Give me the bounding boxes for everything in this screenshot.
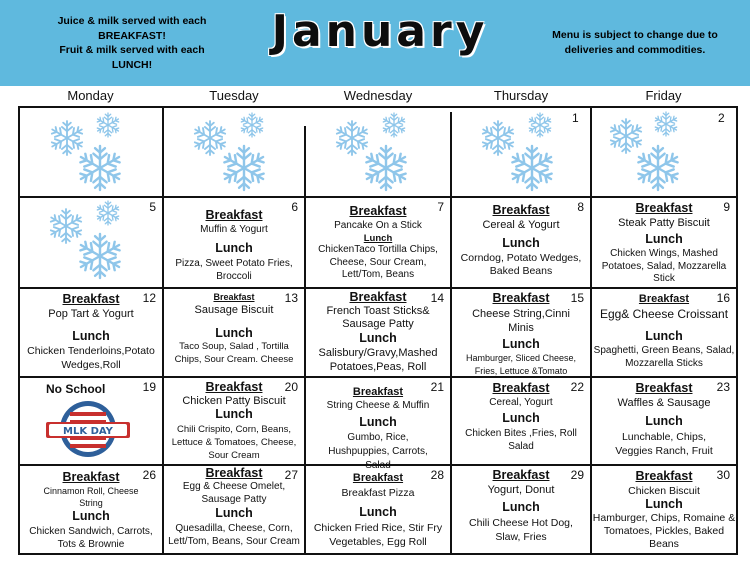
lunch-menu: ChickenTaco Tortilla Chips, Cheese, Sour Cream, Lett/Tom, Beans	[318, 244, 438, 280]
lunch-menu: Chicken Fried Rice, Stir Fry Vegetables, Egg Roll	[313, 522, 443, 548]
date-number: 6	[291, 200, 298, 214]
lunch-menu: Gumbo, Rice, Hushpuppies, Carrots, Salad	[328, 432, 428, 471]
day-cell-20	[164, 378, 304, 464]
lunch-label: Lunch	[645, 497, 683, 511]
lunch-label: Lunch	[502, 337, 540, 351]
grid-line	[736, 106, 738, 555]
breakfast-menu: Cereal, Yogurt	[489, 397, 553, 408]
lunch-label: Lunch	[645, 232, 683, 246]
date-number: 8	[577, 200, 584, 214]
breakfast-label: Breakfast	[492, 291, 550, 305]
breakfast-label: Breakfast	[349, 290, 407, 304]
lunch-label: Lunch	[359, 505, 397, 519]
lunch-menu: Chili Crispito, Corn, Beans, Lettuce & Tomatoes, Cheese, Sour Cream	[171, 424, 297, 461]
lunch-menu: Chicken Tenderloins,Potato Wedges,Roll	[27, 345, 155, 371]
breakfast-menu: Cinnamon Roll, Cheese String	[43, 486, 139, 508]
lunch-label: Lunch	[359, 415, 397, 429]
day-cell-8	[452, 198, 590, 286]
no-school-note: No School	[46, 382, 106, 396]
breakfast-menu: Steak Patty Biscuit	[618, 217, 710, 229]
breakfast-menu: Egg & Cheese Omelet, Sausage Patty	[182, 481, 286, 505]
date-number: 14	[430, 291, 444, 305]
date-number: 21	[430, 380, 444, 394]
date-number: 27	[284, 468, 298, 482]
lunch-menu: Quesadilla, Cheese, Corn, Lett/Tom, Beans, Sour Cream	[168, 523, 300, 547]
breakfast-menu: String Cheese & Muffin	[326, 400, 430, 411]
lunch-menu: Spaghetti, Green Beans, Salad, Mozzarella Sticks	[593, 345, 735, 369]
breakfast-label: Breakfast	[635, 469, 693, 483]
mlk-day-badge-icon	[40, 398, 136, 460]
day-cell-28	[306, 466, 450, 553]
lunch-menu: Taco Soup, Salad , Tortilla Chips, Sour Cream. Cheese	[174, 341, 294, 365]
lunch-menu: Chicken Sandwich, Carrots, Tots & Brownie	[29, 526, 153, 550]
lunch-menu: Hamburger, Chips, Romaine & Tomatoes, Pickles, Baked Beans	[592, 512, 736, 550]
lunch-label: Lunch	[215, 506, 253, 520]
breakfast-menu: Waffles & Sausage	[617, 397, 711, 409]
day-cell-21	[306, 378, 450, 471]
breakfast-label: Breakfast	[205, 380, 263, 394]
snowflake-icon	[20, 110, 160, 195]
breakfast-menu: Muffin & Yogurt	[200, 224, 268, 235]
header-serving-note: Juice & milk served with each BREAKFAST! Fruit & milk served with each LUNCH!	[57, 15, 207, 71]
lunch-label: Lunch	[502, 411, 540, 425]
day-cell-19	[20, 378, 162, 464]
header-band	[0, 0, 750, 86]
lunch-label: Lunch	[215, 326, 253, 340]
breakfast-label: Breakfast	[349, 204, 407, 218]
date-number: 1	[572, 111, 579, 125]
day-cell-15	[452, 289, 590, 376]
breakfast-label: Breakfast	[352, 386, 404, 398]
breakfast-menu: Chicken Patty Biscuit	[182, 395, 286, 407]
breakfast-menu: Sausage Biscuit	[194, 304, 274, 316]
date-number: 29	[570, 468, 584, 482]
snowflake-icon	[20, 198, 162, 286]
date-number: 9	[723, 200, 730, 214]
lunch-label: Lunch	[502, 500, 540, 514]
date-number: 20	[284, 380, 298, 394]
day-cell-6	[164, 198, 304, 286]
date-number: 30	[716, 468, 730, 482]
lunch-label: Lunch	[215, 241, 253, 255]
lunch-label: Lunch	[72, 329, 110, 343]
breakfast-label: Breakfast	[635, 381, 693, 395]
day-cell-26	[20, 466, 162, 553]
day-header-monday: Monday	[67, 88, 114, 103]
breakfast-menu: Pancake On a Stick	[334, 220, 422, 231]
lunch-label: Lunch	[502, 236, 540, 250]
breakfast-label: Breakfast	[213, 292, 255, 302]
mlk-badge-text: MLK DAY	[63, 426, 113, 437]
day-cell-23	[592, 378, 736, 464]
grid-line	[18, 553, 737, 555]
snowflake-icon	[452, 110, 590, 195]
breakfast-label: Breakfast	[492, 203, 550, 217]
lunch-label: Lunch	[645, 329, 683, 343]
breakfast-label: Breakfast	[492, 468, 550, 482]
day-header-thursday: Thursday	[493, 88, 549, 103]
day-cell-14	[306, 289, 450, 376]
lunch-menu: Chicken Wings, Mashed Potatoes, Salad, Mozzarella Stick	[601, 248, 727, 284]
date-number: 23	[716, 380, 730, 394]
lunch-menu: Salisbury/Gravy,Mashed Potatoes,Peas, Roll	[318, 347, 438, 373]
lunch-label: Lunch	[645, 414, 683, 428]
date-number: 13	[284, 291, 298, 305]
day-cell-30	[592, 466, 736, 553]
breakfast-menu: Pop Tart & Yogurt	[48, 308, 134, 320]
date-number: 28	[430, 468, 444, 482]
month-title: January	[271, 6, 489, 57]
breakfast-menu: Yogurt, Donut	[487, 484, 555, 496]
date-number: 12	[142, 291, 156, 305]
day-cell-5	[20, 198, 162, 286]
header-change-note: Menu is subject to change due to deliveries and commodities.	[552, 29, 718, 56]
date-number: 7	[437, 200, 444, 214]
snowflake-icon	[592, 110, 736, 195]
breakfast-label: Breakfast	[205, 466, 263, 480]
day-cell-22	[452, 378, 590, 464]
day-cell-29	[452, 466, 590, 553]
date-number: 16	[716, 291, 730, 305]
breakfast-label: Breakfast	[638, 293, 690, 305]
breakfast-label: Breakfast	[205, 208, 263, 222]
lunch-menu: Corndog, Potato Wedges, Baked Beans	[460, 252, 582, 277]
lunch-menu: Hamburger, Sliced Cheese, Fries, Lettuce &Tomato	[465, 353, 577, 376]
lunch-label: Lunch	[215, 407, 253, 421]
lunch-menu: Pizza, Sweet Potato Fries, Broccoli	[175, 258, 293, 282]
breakfast-label: Breakfast	[492, 381, 550, 395]
breakfast-menu: Egg& Cheese Croissant	[599, 307, 729, 321]
day-header-friday: Friday	[645, 88, 682, 103]
date-number: 5	[149, 200, 156, 214]
breakfast-menu: Cheese String,Cinni Minis	[472, 308, 570, 334]
day-cell-13	[164, 289, 304, 376]
day-cell-12	[20, 289, 162, 376]
lunch-label: Lunch	[359, 331, 397, 345]
date-number: 22	[570, 380, 584, 394]
day-header-tuesday: Tuesday	[209, 88, 259, 103]
day-header-wednesday: Wednesday	[343, 88, 413, 103]
breakfast-label: Breakfast	[635, 201, 693, 215]
day-cell-16	[592, 289, 736, 376]
date-number: 19	[142, 380, 156, 394]
lunch-label: Lunch	[363, 233, 393, 244]
day-cell-27	[164, 466, 304, 553]
lunch-menu: Chicken Bites ,Fries, Roll Salad	[465, 428, 577, 452]
day-cell-7	[306, 198, 450, 286]
lunch-menu: Chili Cheese Hot Dog, Slaw, Fries	[469, 517, 573, 543]
breakfast-menu: Cereal & Yogurt	[482, 219, 560, 231]
breakfast-menu: Breakfast Pizza	[341, 487, 415, 499]
breakfast-label: Breakfast	[62, 292, 120, 306]
day-cell-9	[592, 198, 736, 286]
snowflake-icon	[164, 110, 304, 195]
date-number: 2	[718, 111, 725, 125]
breakfast-label: Breakfast	[352, 472, 404, 484]
breakfast-menu: French Toast Sticks& Sausage Patty	[326, 305, 430, 330]
snowflake-icon	[306, 110, 450, 195]
date-number: 26	[142, 468, 156, 482]
lunch-menu: Lunchable, Chips, Veggies Ranch, Fruit	[615, 431, 713, 457]
breakfast-label: Breakfast	[62, 470, 120, 484]
breakfast-menu: Chicken Biscuit	[628, 485, 700, 497]
lunch-label: Lunch	[72, 509, 110, 523]
date-number: 15	[570, 291, 584, 305]
grid-line	[18, 106, 737, 108]
